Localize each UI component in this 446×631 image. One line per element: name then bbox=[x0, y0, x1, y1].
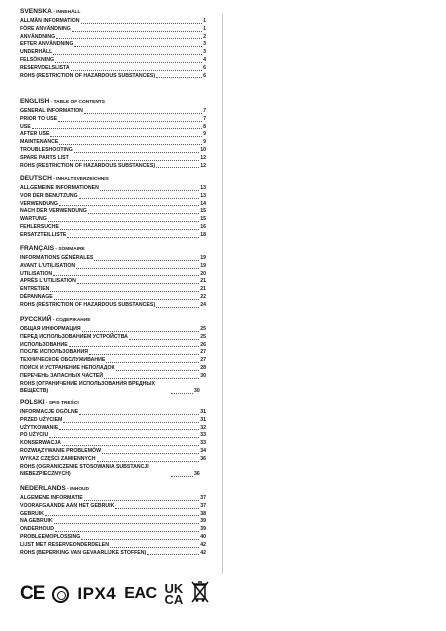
entry-page-number: 42 bbox=[200, 541, 206, 548]
entry-page-number: 21 bbox=[200, 286, 206, 293]
toc-entry[interactable] bbox=[20, 216, 206, 224]
entry-page-number: 14 bbox=[200, 200, 206, 207]
dot-leader bbox=[69, 346, 199, 347]
entry-page-number: 12 bbox=[200, 154, 206, 161]
entry-page-number: 42 bbox=[200, 549, 206, 556]
heading-separator: - bbox=[51, 10, 57, 15]
entry-label: ROHS (RESTRICTION OF HAZARDOUS SUBSTANCES) bbox=[20, 301, 156, 308]
toc-section bbox=[20, 245, 206, 310]
column-divider bbox=[222, 14, 223, 574]
section-language: SVENSKA bbox=[20, 8, 52, 15]
dot-leader bbox=[74, 46, 202, 47]
entry-label: ANVÄNDNING bbox=[20, 33, 56, 40]
dot-leader bbox=[54, 299, 199, 300]
toc-entry[interactable] bbox=[20, 294, 206, 302]
dot-leader bbox=[115, 508, 199, 509]
toc-entry[interactable] bbox=[20, 286, 206, 294]
entry-label: ROHS (BEPERKING VAN GEVAARLIJKE STOFFEN) bbox=[20, 549, 147, 556]
heading-separator: - bbox=[65, 487, 71, 492]
toc-section bbox=[20, 8, 206, 80]
toc-entry[interactable] bbox=[20, 448, 206, 456]
entry-page-number: 31 bbox=[200, 416, 206, 423]
dot-leader bbox=[94, 260, 199, 261]
entry-label: ИСПОЛЬЗОВАНИЕ bbox=[20, 341, 68, 348]
dot-leader bbox=[67, 237, 199, 238]
dot-leader bbox=[147, 554, 199, 555]
entry-label: UNDERHÅLL bbox=[20, 49, 53, 56]
section-heading bbox=[20, 245, 206, 254]
entry-label: INFORMATIONS GÉNÉRALES bbox=[20, 255, 94, 261]
entry-label: VOR DER BENUTZUNG bbox=[20, 192, 78, 199]
heading-separator: - bbox=[44, 401, 49, 406]
entry-page-number: 27 bbox=[200, 357, 206, 364]
entry-label: VOORAFGAANDE AAN HET GEBRUIK bbox=[20, 502, 115, 509]
entry-page-number: 33 bbox=[200, 432, 206, 439]
toc-entry[interactable] bbox=[20, 255, 206, 263]
section-heading bbox=[20, 98, 206, 107]
entry-page-number: 10 bbox=[200, 146, 206, 153]
ce-mark: CE bbox=[20, 583, 45, 604]
section-language: POLSKI bbox=[20, 399, 45, 406]
toc-entry[interactable] bbox=[20, 495, 206, 503]
entry-label: EFTER ANVÄNDNING bbox=[20, 41, 74, 48]
entry-page-number: 3 bbox=[203, 41, 206, 48]
dot-leader bbox=[79, 414, 199, 415]
section-heading bbox=[20, 175, 206, 184]
dot-leader bbox=[104, 378, 199, 379]
entry-page-number: 8 bbox=[203, 123, 206, 130]
entry-label: NACH DER VERWENDUNG bbox=[20, 208, 87, 215]
dot-leader bbox=[72, 31, 202, 32]
entry-page-number: 30 bbox=[194, 388, 200, 395]
entry-label: ROHS (OGRANICZENIE STOSOWANIA SUBSTANCJI NIEBEZPIECZNYCH) bbox=[20, 463, 149, 478]
section-subtitle: SPIS TREŚCI bbox=[48, 401, 79, 406]
entry-page-number: 13 bbox=[200, 185, 206, 191]
section-subtitle: INHALTSVERZEICHNIS bbox=[56, 177, 109, 182]
toc-entry[interactable] bbox=[20, 409, 206, 417]
section-language: ENGLISH bbox=[20, 98, 50, 105]
entry-label: ROZWIĄZYWANIE PROBLEMÓW bbox=[20, 447, 101, 454]
toc-entry[interactable] bbox=[20, 116, 206, 124]
toc-entry[interactable] bbox=[20, 349, 206, 357]
toc-entry[interactable] bbox=[20, 147, 206, 155]
entry-label: ПОСЛЕ ИСПОЛЬЗОВАНИЯ bbox=[20, 349, 88, 356]
toc-entry[interactable] bbox=[20, 342, 206, 350]
entry-label: ALGEMENE INFORMATIE bbox=[20, 495, 83, 501]
entry-label: ALLGEMEINE INFORMATIONEN bbox=[20, 185, 99, 191]
section-language: РУССКИЙ bbox=[20, 316, 52, 323]
entry-page-number: 31 bbox=[200, 409, 206, 415]
section-subtitle: TABLE OF CONTENTS bbox=[53, 100, 105, 105]
toc-entry[interactable] bbox=[20, 550, 206, 558]
entry-label: RESERVDELSLISTA bbox=[20, 64, 70, 71]
toc-entry[interactable] bbox=[20, 124, 206, 132]
toc-entry[interactable] bbox=[20, 518, 206, 526]
dot-leader bbox=[59, 429, 199, 430]
entry-label: PRZED UŻYCIEM bbox=[20, 416, 63, 423]
toc-entry[interactable] bbox=[20, 224, 206, 232]
dot-leader bbox=[77, 283, 199, 284]
dot-leader bbox=[100, 190, 199, 191]
entry-page-number: 1 bbox=[203, 18, 206, 24]
entry-label: ENTRETIEN bbox=[20, 286, 50, 293]
entry-label: USE bbox=[20, 123, 31, 130]
heading-separator: - bbox=[54, 247, 59, 252]
toc-entry[interactable] bbox=[20, 163, 206, 171]
toc-entry[interactable] bbox=[20, 49, 206, 57]
dot-leader bbox=[70, 160, 199, 161]
dot-leader bbox=[45, 515, 199, 516]
dot-leader bbox=[81, 539, 199, 540]
toc-entry[interactable] bbox=[20, 278, 206, 286]
heading-separator: - bbox=[51, 318, 56, 323]
entry-label: APRÈS L'UTILISATION bbox=[20, 278, 76, 285]
ipx4-mark: IPX4 bbox=[77, 584, 117, 603]
entry-label: PO UŻYCIU bbox=[20, 432, 49, 439]
entry-page-number: 3 bbox=[203, 49, 206, 56]
toc-entry[interactable] bbox=[20, 464, 206, 480]
section-subtitle: SOMMAIRE bbox=[58, 247, 85, 252]
entry-page-number: 25 bbox=[200, 333, 206, 340]
section-language: FRANÇAIS bbox=[20, 245, 55, 252]
toc-entry[interactable] bbox=[20, 201, 206, 209]
entry-page-number: 36 bbox=[200, 455, 206, 462]
section-subtitle: INHOUD bbox=[70, 487, 89, 492]
entry-page-number: 13 bbox=[200, 192, 206, 199]
dot-leader bbox=[55, 531, 199, 532]
entry-page-number: 37 bbox=[200, 495, 206, 501]
dot-leader bbox=[60, 229, 199, 230]
entry-label: DÉPANNAGE bbox=[20, 293, 53, 300]
toc-section bbox=[20, 98, 206, 170]
toc-entry[interactable] bbox=[20, 26, 206, 34]
entry-page-number: 39 bbox=[200, 526, 206, 533]
section-language: NEDERLANDS bbox=[20, 485, 66, 492]
entry-page-number: 32 bbox=[200, 424, 206, 431]
entry-label: ERSATZTEILLISTE bbox=[20, 231, 67, 238]
entry-label: AVANT L'UTILISATION bbox=[20, 262, 76, 269]
dot-leader bbox=[54, 523, 200, 524]
entry-label: GEBRUIK bbox=[20, 510, 44, 517]
dot-leader bbox=[110, 547, 199, 548]
entry-page-number: 26 bbox=[200, 341, 206, 348]
toc-entry[interactable] bbox=[20, 417, 206, 425]
dot-leader bbox=[56, 38, 202, 39]
dot-leader bbox=[171, 476, 193, 477]
dot-leader bbox=[88, 213, 199, 214]
dot-leader bbox=[79, 198, 200, 199]
entry-label: WYKAZ CZĘŚCI ZAMIENNYCH bbox=[20, 455, 96, 462]
entry-label: GENERAL INFORMATION bbox=[20, 108, 83, 114]
toc-entry[interactable] bbox=[20, 18, 206, 26]
entry-label: FEHLERSUCHE bbox=[20, 223, 59, 230]
dot-leader bbox=[32, 128, 202, 129]
toc-entry[interactable] bbox=[20, 263, 206, 271]
entry-label: INFORMACJE OGÓLNE bbox=[20, 409, 79, 415]
entry-label: PROBLEEMOPLOSSING bbox=[20, 533, 81, 540]
dot-leader bbox=[49, 437, 199, 438]
toc-entry[interactable] bbox=[20, 302, 206, 310]
dot-leader bbox=[50, 291, 199, 292]
certification-marks bbox=[20, 580, 209, 608]
entry-page-number: 6 bbox=[203, 64, 206, 71]
entry-label: ОБЩАЯ ИНФОРМАЦИЯ bbox=[20, 326, 81, 332]
entry-label: FELSÖKNING bbox=[20, 56, 55, 63]
toc-entry[interactable] bbox=[20, 155, 206, 163]
toc-entry[interactable] bbox=[20, 534, 206, 542]
dot-leader bbox=[156, 77, 202, 78]
heading-separator: - bbox=[49, 100, 54, 105]
dot-leader bbox=[53, 54, 202, 55]
entry-label: KONSERWACJA bbox=[20, 440, 61, 447]
toc-entry[interactable] bbox=[20, 381, 206, 397]
toc-entry[interactable] bbox=[20, 373, 206, 381]
toc-section bbox=[20, 485, 206, 557]
toc-entry[interactable] bbox=[20, 232, 206, 240]
entry-page-number: 7 bbox=[203, 115, 206, 122]
entry-page-number: 6 bbox=[203, 72, 206, 79]
certification-circle-icon bbox=[52, 586, 69, 603]
ukca-bottom: CA bbox=[164, 592, 184, 607]
entry-page-number: 18 bbox=[200, 231, 206, 238]
toc-entry[interactable] bbox=[20, 432, 206, 440]
toc-section bbox=[20, 316, 206, 396]
toc-entry[interactable] bbox=[20, 193, 206, 201]
entry-page-number: 1 bbox=[203, 25, 206, 32]
section-subtitle: СОДЕРЖАНИЕ bbox=[55, 318, 91, 323]
entry-label: ПЕРЕД ИСПОЛЬЗОВАНИЕМ УСТРОЙСТВА bbox=[20, 333, 128, 340]
toc-entry[interactable] bbox=[20, 108, 206, 116]
entry-page-number: 27 bbox=[200, 349, 206, 356]
entry-page-number: 36 bbox=[194, 471, 200, 478]
section-subtitle: INNEHÅLL bbox=[56, 10, 81, 15]
toc-section bbox=[20, 399, 206, 479]
dot-leader bbox=[74, 152, 199, 153]
toc-entry[interactable] bbox=[20, 208, 206, 216]
toc-section bbox=[20, 175, 206, 240]
dot-leader bbox=[62, 445, 199, 446]
entry-page-number: 38 bbox=[200, 510, 206, 517]
entry-page-number: 37 bbox=[200, 502, 206, 509]
entry-page-number: 7 bbox=[203, 108, 206, 114]
entry-page-number: 2 bbox=[203, 33, 206, 40]
entry-label: ALLMÄN INFORMATION bbox=[20, 18, 80, 24]
toc-entry[interactable] bbox=[20, 365, 206, 373]
dot-leader bbox=[59, 205, 199, 206]
entry-label: ПЕРЕЧЕНЬ ЗАПАСНЫХ ЧАСТЕЙ bbox=[20, 372, 104, 379]
section-heading bbox=[20, 8, 206, 17]
entry-page-number: 28 bbox=[200, 364, 206, 371]
entry-label: ONDERHOUD bbox=[20, 526, 55, 533]
toc-entry[interactable] bbox=[20, 456, 206, 464]
eac-mark: EAC bbox=[124, 585, 157, 602]
dot-leader bbox=[106, 362, 199, 363]
entry-page-number: 20 bbox=[200, 270, 206, 277]
entry-label: AFTER USE bbox=[20, 131, 50, 138]
entry-page-number: 16 bbox=[200, 223, 206, 230]
dot-leader bbox=[76, 268, 199, 269]
section-heading bbox=[20, 316, 206, 325]
dot-leader bbox=[71, 70, 202, 71]
dot-leader bbox=[58, 121, 202, 122]
toc-entry[interactable] bbox=[20, 526, 206, 534]
section-heading bbox=[20, 399, 206, 408]
entry-label: ROHS (RESTRICTION OF HAZARDOUS SUBSTANCES) bbox=[20, 162, 156, 169]
entry-label: UTILISATION bbox=[20, 270, 53, 277]
dot-leader bbox=[63, 422, 199, 423]
entry-label: FÖRE ANVÄNDNING bbox=[20, 25, 71, 32]
dot-leader bbox=[89, 354, 199, 355]
entry-label: NA GEBRUIK bbox=[20, 518, 53, 525]
entry-page-number: 33 bbox=[200, 440, 206, 447]
toc-entry[interactable] bbox=[20, 57, 206, 65]
ukca-mark bbox=[165, 583, 184, 605]
toc-entry[interactable] bbox=[20, 440, 206, 448]
toc-entry[interactable] bbox=[20, 73, 206, 81]
entry-page-number: 9 bbox=[203, 131, 206, 138]
dot-leader bbox=[102, 453, 199, 454]
section-heading bbox=[20, 485, 206, 494]
toc-entry[interactable] bbox=[20, 131, 206, 139]
dot-leader bbox=[82, 331, 200, 332]
toc-entry[interactable] bbox=[20, 503, 206, 511]
dot-leader bbox=[171, 393, 193, 394]
entry-page-number: 19 bbox=[200, 262, 206, 269]
dot-leader bbox=[59, 144, 202, 145]
entry-page-number: 19 bbox=[200, 255, 206, 261]
entry-page-number: 30 bbox=[200, 372, 206, 379]
entry-page-number: 39 bbox=[200, 518, 206, 525]
entry-label: UŻYTKOWANIE bbox=[20, 424, 59, 431]
entry-label: ТЕХНИЧЕСКОЕ ОБСЛУЖИВАНИЕ bbox=[20, 357, 106, 364]
toc-entry[interactable] bbox=[20, 139, 206, 147]
entry-label: ROHS (ОГРАНИЧЕНИЕ ИСПОЛЬЗОВАНИЯ ВРЕДНЫХ ВЕЩЕСТВ) bbox=[20, 380, 155, 395]
dot-leader bbox=[129, 339, 199, 340]
entry-page-number: 22 bbox=[200, 293, 206, 300]
entry-label: TROUBLESHOOTING bbox=[20, 146, 73, 153]
dot-leader bbox=[84, 500, 199, 501]
dot-leader bbox=[53, 275, 199, 276]
entry-page-number: 25 bbox=[200, 326, 206, 332]
toc-entry[interactable] bbox=[20, 65, 206, 73]
entry-label: LIJST MET RESERVEONDERDELEN bbox=[20, 541, 109, 548]
entry-label: ROHS (RESTRICTION OF HAZARDOUS SUBSTANCES) bbox=[20, 72, 156, 79]
toc-entry[interactable] bbox=[20, 357, 206, 365]
entry-label: PRIOR TO USE bbox=[20, 115, 58, 122]
toc-entry[interactable] bbox=[20, 542, 206, 550]
entry-page-number: 4 bbox=[203, 56, 206, 63]
entry-page-number: 15 bbox=[200, 216, 206, 223]
entry-label: WARTUNG bbox=[20, 216, 47, 223]
entry-page-number: 15 bbox=[200, 208, 206, 215]
dot-leader bbox=[156, 307, 199, 308]
entry-label: VERWENDUNG bbox=[20, 200, 58, 207]
heading-separator: - bbox=[51, 177, 57, 182]
ukca-top: UK bbox=[164, 581, 184, 596]
dot-leader bbox=[50, 136, 202, 137]
dot-leader bbox=[97, 461, 200, 462]
entry-page-number: 12 bbox=[200, 162, 206, 169]
entry-page-number: 24 bbox=[200, 301, 206, 308]
dot-leader bbox=[81, 23, 203, 24]
entry-page-number: 40 bbox=[200, 533, 206, 540]
entry-label: SPARE PARTS LIST bbox=[20, 154, 69, 161]
toc-entry[interactable] bbox=[20, 185, 206, 193]
entry-label: MAINTENANCE bbox=[20, 139, 59, 146]
entry-page-number: 21 bbox=[200, 278, 206, 285]
entry-page-number: 34 bbox=[200, 447, 206, 454]
dot-leader bbox=[84, 113, 202, 114]
toc-entry[interactable] bbox=[20, 326, 206, 334]
dot-leader bbox=[48, 221, 199, 222]
crossed-out-bin-icon bbox=[191, 580, 209, 609]
section-language: DEUTSCH bbox=[20, 175, 52, 182]
entry-page-number: 9 bbox=[203, 139, 206, 146]
toc-entry[interactable] bbox=[20, 511, 206, 519]
dot-leader bbox=[116, 370, 200, 371]
dot-leader bbox=[55, 62, 202, 63]
entry-label: ПОИСК И УСТРАНЕНИЕ НЕПОЛАДОК bbox=[20, 364, 115, 371]
dot-leader bbox=[156, 167, 199, 168]
toc-entry[interactable] bbox=[20, 334, 206, 342]
